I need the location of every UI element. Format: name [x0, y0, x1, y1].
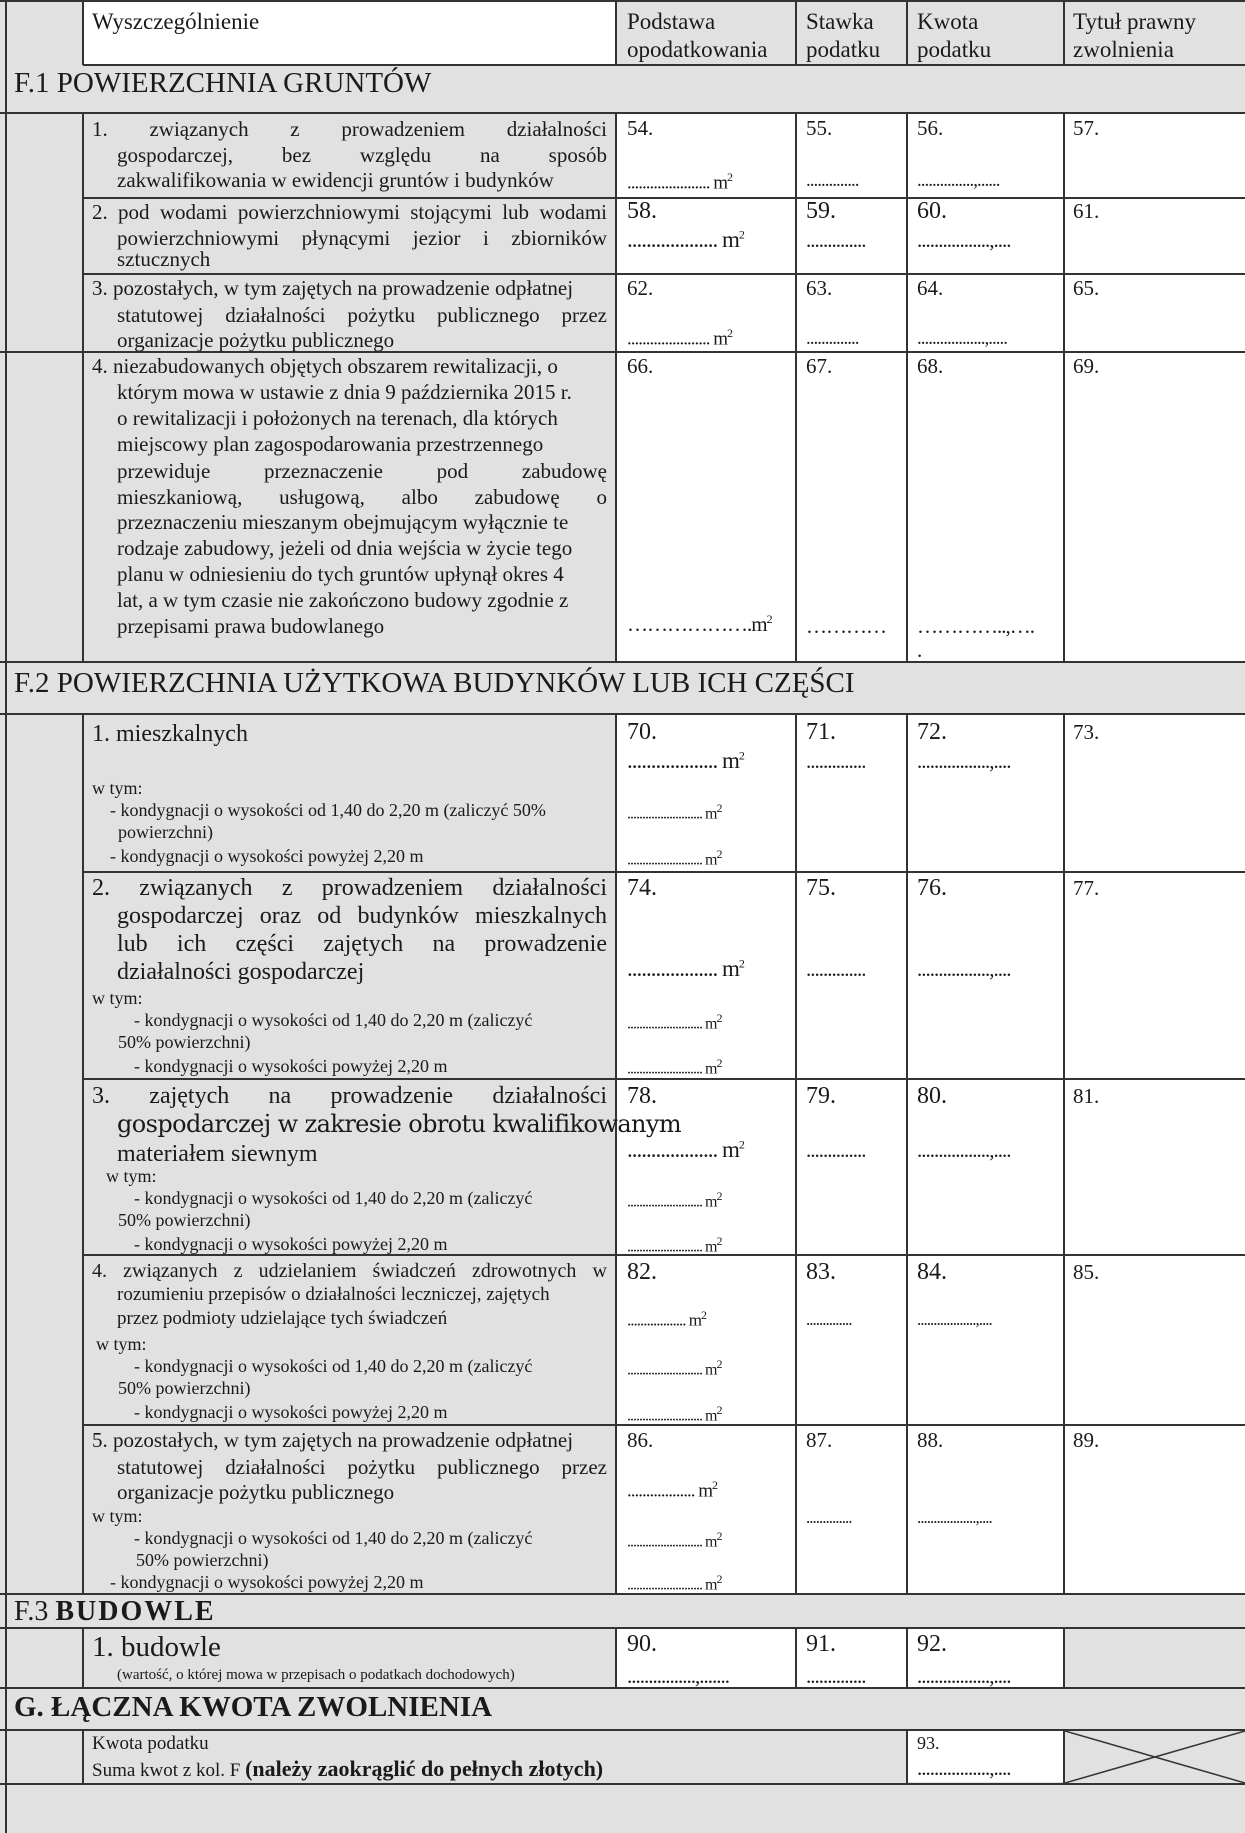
g-line2: Suma kwot z kol. F (należy zaokrąglić do pełnych złotych) [92, 1756, 604, 1781]
rate-input[interactable]: ………… [806, 614, 886, 638]
field-number: 58. [627, 198, 657, 224]
amount-input[interactable]: .................,.... [917, 749, 1011, 773]
sub-base-input[interactable]: ......................... $m^2$ [627, 1189, 722, 1211]
amount-input[interactable]: .................,.... [917, 1664, 1011, 1688]
rule [82, 714, 84, 1594]
rule [795, 112, 797, 662]
f2-row2-line2: gospodarczej oraz od budynków mieszkalnych [117, 903, 607, 929]
field-number: 93. [917, 1733, 940, 1753]
f1-row4-line5: przewiduje przeznaczenie pod zabudowę [117, 459, 607, 483]
w-tym-label: w tym: [92, 1506, 143, 1526]
sub-base-input[interactable]: ......................... $m^2$ [627, 1572, 722, 1594]
sub-item-low-b: powierzchni) [118, 822, 213, 842]
section-f2-title: F.2 POWIERZCHNIA UŻYTKOWA BUDYNKÓW LUB ICH CZĘŚCI [14, 667, 855, 699]
crossed-out-cell [1065, 1731, 1245, 1783]
field-number: 64. [917, 276, 944, 300]
field-number: 80. [917, 1083, 947, 1109]
header-title-1: Tytuł prawny [1073, 9, 1196, 34]
f2-row3-line2: gospodarczej w zakresie obrotu kwalifikowanym [117, 1110, 682, 1138]
w-tym-label: w tym: [92, 988, 143, 1008]
field-number: 62. [627, 276, 654, 300]
rule [0, 713, 1245, 715]
rule [795, 1628, 797, 1688]
rule [1063, 714, 1065, 1594]
header-amount-2: podatku [917, 37, 992, 62]
f1-row1-line2: gospodarczej, bez względu na sposób [117, 143, 607, 167]
w-tym-label: w tym: [96, 1334, 147, 1354]
section-f3-title: F.3 BUDOWLE [14, 1596, 216, 1627]
f2-row4-line1: 4. związanych z udzielaniem świadczeń zdrowotnych w [92, 1260, 607, 1282]
f1-row2-line2: powierzchniowymi płynącymi jezior i zbiorników [117, 226, 607, 250]
w-tym-label: w tym: [106, 1166, 157, 1186]
rule [906, 714, 908, 1594]
field-number: 73. [1073, 720, 1100, 744]
f2-row1-label: 1. mieszkalnych [92, 721, 248, 747]
field-number: 77. [1073, 876, 1100, 900]
f1-row3-line1: 3. pozostałych, w tym zajętych na prowadzenie odpłatnej [92, 276, 574, 300]
field-number: 84. [917, 1259, 947, 1285]
rate-input[interactable]: .............. [806, 1508, 852, 1527]
rule [906, 112, 908, 662]
amount-input[interactable]: ..................,.... [917, 1508, 992, 1527]
f1-row4-line7: przeznaczeniu mieszanym obejmującym wyłącznie te [117, 510, 569, 534]
rule [1063, 0, 1065, 65]
rule [0, 112, 1245, 114]
rule [906, 0, 908, 65]
f1-row1-line1: 1. związanych z prowadzeniem działalności [92, 117, 607, 141]
rate-input[interactable]: .............. [806, 228, 866, 252]
sub-base-input[interactable]: ......................... $m^2$ [627, 1403, 722, 1425]
f1-row2-line3: sztucznych [117, 247, 211, 271]
sub-base-input[interactable]: ......................... $m^2$ [627, 847, 722, 869]
header-rate-2: podatku [806, 37, 881, 62]
amount-input[interactable]: ...............,...... [917, 170, 1000, 191]
field-number: 66. [627, 354, 654, 378]
amount-input[interactable]: …………..,…. [917, 614, 1034, 638]
field-number: 70. [627, 719, 657, 745]
f2-row3-line3: materiałem siewnym [117, 1141, 318, 1167]
rate-input[interactable]: .............. [806, 170, 859, 191]
sub-item-low-b: 50% powierzchni) [118, 1210, 251, 1230]
rule [615, 0, 617, 65]
field-number: 86. [627, 1428, 654, 1452]
field-number: 59. [806, 198, 836, 224]
f2-row4-line3: przez podmioty udzielające tych świadczeń [117, 1308, 448, 1329]
base-input[interactable]: .................. $m^2$ [627, 1308, 706, 1330]
f1-row1-line3: zakwalifikowania w ewidencji gruntów i budynków [117, 168, 554, 192]
base-input[interactable]: ................... $m^2$ [627, 1137, 744, 1162]
field-number: 76. [917, 875, 947, 901]
rule [82, 0, 84, 65]
field-number: 72. [917, 719, 947, 745]
amount-input[interactable]: .................,.... [917, 957, 1011, 981]
header-title-2: zwolnienia [1073, 37, 1174, 62]
f1-row3-line2: statutowej działalności pożytku publicznego przez [117, 303, 607, 327]
header-base-1: Podstawa [627, 9, 716, 34]
field-number: 60. [917, 198, 947, 224]
rule [795, 0, 797, 65]
base-input[interactable]: $\dots\dots\dots\dots\dots\dots.m^2$ [627, 612, 772, 636]
field-number: 85. [1073, 1260, 1100, 1284]
sub-item-low-a: - kondygnacji o wysokości od 1,40 do 2,20 m (zaliczyć [134, 1356, 533, 1376]
sub-item-high: - kondygnacji o wysokości powyżej 2,20 m [134, 1402, 448, 1422]
f3-row1-label: 1. budowle [92, 1631, 221, 1663]
field-number: 61. [1073, 199, 1100, 223]
f1-row4-line9: planu w odniesieniu do tych gruntów upłynął okres 4 [117, 562, 564, 586]
rule [82, 112, 84, 662]
field-number: 55. [806, 116, 833, 140]
amount-input[interactable]: .................,.... [917, 228, 1011, 252]
header-amount-1: Kwota [917, 9, 979, 34]
f2-row5-line2: statutowej działalności pożytku publicznego przez [117, 1455, 607, 1479]
sub-item-low-a: - kondygnacji o wysokości od 1,40 do 2,20 m (zaliczyć [134, 1010, 533, 1030]
f1-row4-line2: którym mowa w ustawie z dnia 9 października 2015 r. [117, 380, 572, 404]
base-input[interactable]: ................... $m^2$ [627, 227, 744, 252]
field-number: 75. [806, 875, 836, 901]
f1-row4-line1: 4. niezabudowanych objętych obszarem rewitalizacji, o [92, 354, 558, 378]
field-number: 79. [806, 1083, 836, 1109]
rule [82, 1628, 84, 1688]
f3-row1-note: (wartość, o której mowa w przepisach o podatkach dochodowych) [117, 1667, 515, 1683]
f1-row4-line11: przepisami prawa budowlanego [117, 614, 385, 638]
field-number: 83. [806, 1259, 836, 1285]
rule [82, 1730, 84, 1784]
rule [83, 871, 1245, 873]
f1-row4-line4: miejscowy plan zagospodarowania przestrzennego [117, 432, 544, 456]
rule [615, 112, 617, 662]
f2-row2-line1: 2. związanych z prowadzeniem działalności [92, 875, 607, 901]
f1-row4-line6: mieszkaniową, usługową, albo zabudowę o [117, 485, 607, 509]
base-input[interactable]: ...................... $m^2$ [627, 326, 733, 350]
field-number: 67. [806, 354, 833, 378]
f1-row4-line3: o rewitalizacji i położonych na terenach, dla których [117, 406, 558, 430]
f1-row4-line10: lat, a w tym czasie nie zakończono budowy zgodnie z [117, 588, 569, 612]
header-rate-1: Stawka [806, 9, 874, 34]
f1-row2-line1: 2. pod wodami powierzchniowymi stojącymi lub wodami [92, 200, 607, 224]
rate-input[interactable]: .............. [806, 1138, 866, 1162]
rule [0, 1783, 1245, 1785]
f2-row3-line1: 3. zajętych na prowadzenie działalności [92, 1083, 607, 1109]
field-number: 82. [627, 1259, 657, 1285]
header-base-2: opodatkowania [627, 37, 768, 62]
f2-row2-line4: działalności gospodarczej [117, 959, 365, 985]
sub-base-input[interactable]: ......................... $m^2$ [627, 1529, 722, 1551]
rate-input[interactable]: .............. [806, 749, 866, 773]
rule [1063, 1628, 1065, 1688]
field-number: 91. [806, 1631, 836, 1657]
rule [0, 0, 1245, 2]
field-number: 65. [1073, 276, 1100, 300]
field-number: 74. [627, 875, 657, 901]
base-input[interactable]: ................... $m^2$ [627, 748, 744, 773]
header-item: Wyszczególnienie [92, 9, 260, 34]
rule [83, 273, 1245, 275]
field-number: 57. [1073, 116, 1100, 140]
rule [0, 661, 1245, 663]
sub-item-high: - kondygnacji o wysokości powyżej 2,20 m [110, 1572, 424, 1592]
total-amount-input[interactable]: .................,.... [917, 1756, 1011, 1780]
rule [615, 1628, 617, 1688]
g-line1: Kwota podatku [92, 1733, 209, 1754]
rule [906, 1628, 908, 1688]
sub-item-low-a: - kondygnacji o wysokości od 1,40 do 2,20 m (zaliczyć [134, 1528, 533, 1548]
rule [5, 0, 7, 1833]
f1-row3-line3: organizacje pożytku publicznego [117, 328, 395, 352]
f2-row5-line1: 5. pozostałych, w tym zajętych na prowadzenie odpłatnej [92, 1428, 574, 1452]
rate-input[interactable]: .............. [806, 957, 866, 981]
w-tym-label: w tym: [92, 778, 143, 798]
field-number: 69. [1073, 354, 1100, 378]
rule [906, 1730, 908, 1784]
amount-input-continuation: . [917, 638, 922, 662]
sub-item-low-a: - kondygnacji o wysokości od 1,40 do 2,20 m (zaliczyć 50% [110, 800, 546, 820]
sub-item-low-b: 50% powierzchni) [118, 1378, 251, 1398]
sub-item-low-b: 50% powierzchni) [118, 1032, 251, 1052]
field-number: 81. [1073, 1084, 1100, 1108]
section-g-title: G. ŁĄCZNA KWOTA ZWOLNIENIA [14, 1691, 493, 1723]
field-number: 88. [917, 1428, 944, 1452]
sub-base-input[interactable]: ......................... $m^2$ [627, 1234, 722, 1256]
rate-input[interactable]: .............. [806, 1310, 852, 1329]
rule [0, 1687, 1245, 1689]
rule [615, 714, 617, 1594]
sub-item-high: - kondygnacji o wysokości powyżej 2,20 m [110, 846, 424, 866]
f2-row5-line3: organizacje pożytku publicznego [117, 1480, 395, 1504]
base-input[interactable]: .................. $m^2$ [627, 1478, 718, 1502]
sub-base-input[interactable]: ......................... $m^2$ [627, 801, 722, 823]
base-input[interactable]: ................... $m^2$ [627, 956, 744, 981]
amount-input[interactable]: .................,.... [917, 1138, 1011, 1162]
field-number: 63. [806, 276, 833, 300]
rate-input[interactable]: .............. [806, 328, 859, 349]
f2-row2-line3: lub ich części zajętych na prowadzenie [117, 931, 607, 957]
base-input[interactable]: ...................... $m^2$ [627, 170, 733, 194]
field-number: 68. [917, 354, 944, 378]
field-number: 89. [1073, 1428, 1100, 1452]
field-number: 71. [806, 719, 836, 745]
sub-item-low-b: 50% powierzchni) [136, 1550, 269, 1570]
section-f1-title: F.1 POWIERZCHNIA GRUNTÓW [14, 67, 432, 99]
field-number: 87. [806, 1428, 833, 1452]
field-number: 56. [917, 116, 944, 140]
field-number: 92. [917, 1631, 947, 1657]
sub-base-input[interactable]: ......................... $m^2$ [627, 1357, 722, 1379]
rule [795, 714, 797, 1594]
sub-item-low-a: - kondygnacji o wysokości od 1,40 do 2,20 m (zaliczyć [134, 1188, 533, 1208]
amount-input[interactable]: ..................,..... [917, 328, 1007, 349]
field-number: 78. [627, 1083, 657, 1109]
f2-row4-line2: rozumieniu przepisów o działalności leczniczej, zajętych [117, 1284, 550, 1305]
field-number: 54. [627, 116, 654, 140]
sub-base-input[interactable]: ......................... $m^2$ [627, 1056, 722, 1078]
field-number: 90. [627, 1631, 657, 1657]
sub-item-high: - kondygnacji o wysokości powyżej 2,20 m [134, 1056, 448, 1076]
amount-input[interactable]: ..................,.... [917, 1310, 992, 1329]
f1-row4-line8: rodzaje zabudowy, jeżeli od dnia wejścia w życie tego [117, 536, 573, 560]
rate-input[interactable]: .............. [806, 1664, 866, 1688]
rule [0, 1729, 1245, 1731]
base-input[interactable]: ................,....... [627, 1664, 729, 1688]
rule [1063, 112, 1065, 662]
sub-item-high: - kondygnacji o wysokości powyżej 2,20 m [134, 1234, 448, 1254]
sub-base-input[interactable]: ......................... $m^2$ [627, 1011, 722, 1033]
